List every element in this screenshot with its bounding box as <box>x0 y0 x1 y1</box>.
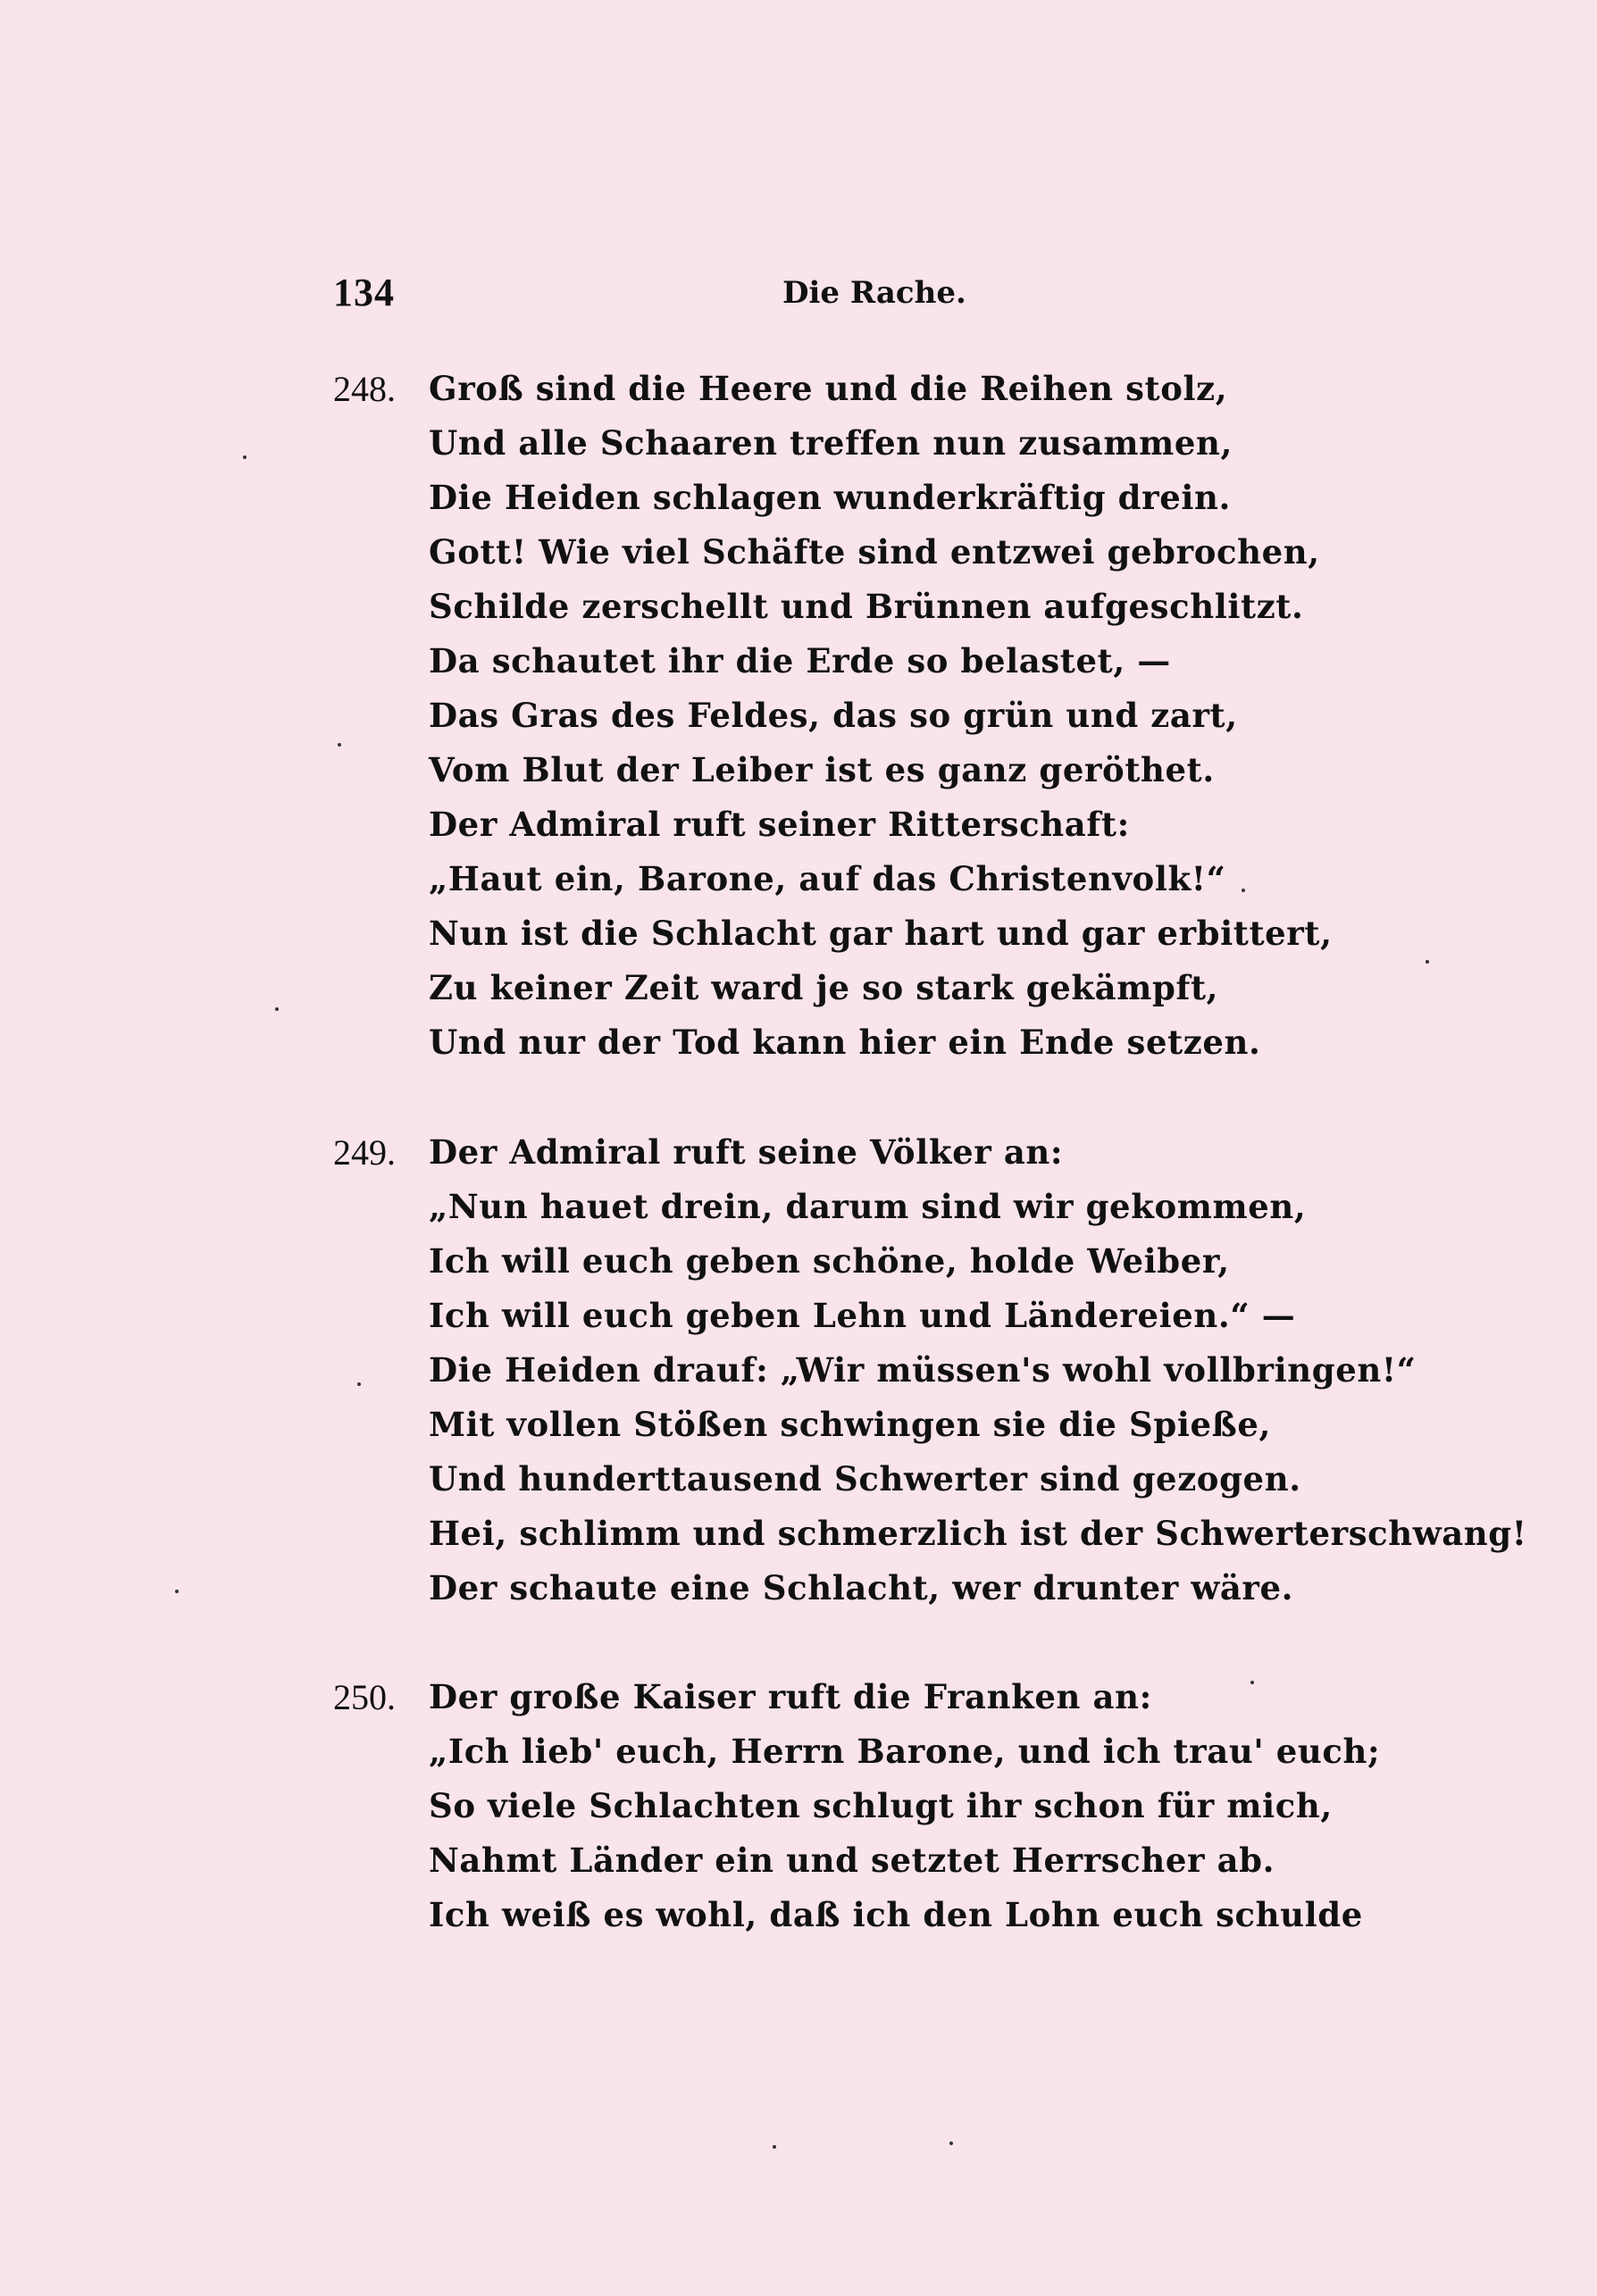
verse-line: Und hunderttausend Schwerter sind gezogen. <box>429 1459 1301 1499</box>
verse-line: Mit vollen Stößen schwingen sie die Spieße, <box>429 1405 1271 1444</box>
verse-line: „Haut ein, Barone, auf das Christenvolk!“ <box>429 859 1226 898</box>
verse-line: „Nun hauet drein, darum sind wir gekommen, <box>429 1187 1307 1226</box>
verse-line: Vom Blut der Leiber ist es ganz geröthet. <box>429 750 1215 789</box>
verse-line: Gott! Wie viel Schäfte sind entzwei gebrochen, <box>429 532 1320 572</box>
running-title: Die Rache. <box>782 275 966 311</box>
stanza-number: 249. <box>333 1132 396 1173</box>
verse-line: Groß sind die Heere und die Reihen stolz, <box>429 369 1228 408</box>
scan-speck <box>1426 960 1429 964</box>
verse-line: Die Heiden schlagen wunderkräftig drein. <box>429 478 1232 517</box>
verse-line: Ich will euch geben Lehn und Ländereien.“ — <box>429 1296 1296 1335</box>
verse-line: Der schaute eine Schlacht, wer drunter wäre. <box>429 1568 1294 1607</box>
verse-line: Der Admiral ruft seine Völker an: <box>429 1132 1064 1172</box>
scan-speck <box>1250 1681 1254 1684</box>
scan-speck <box>773 2145 776 2149</box>
scan-speck <box>949 2142 953 2145</box>
page-number: 134 <box>333 271 395 314</box>
scan-speck <box>275 1007 279 1011</box>
scan-speck <box>338 743 341 747</box>
verse-line: Der große Kaiser ruft die Franken an: <box>429 1677 1152 1716</box>
verse-line: Und alle Schaaren treffen nun zusammen, <box>429 423 1233 463</box>
verse-line: Ich weiß es wohl, daß ich den Lohn euch schulde <box>429 1895 1363 1934</box>
verse-line: Und nur der Tod kann hier ein Ende setzen. <box>429 1023 1261 1062</box>
scan-speck <box>175 1590 179 1593</box>
verse-line: Zu keiner Zeit ward je so stark gekämpft, <box>429 968 1219 1007</box>
verse-line: Hei, schlimm und schmerzlich ist der Schwerterschwang! <box>429 1514 1527 1553</box>
verse-line: Das Gras des Feldes, das so grün und zart, <box>429 696 1238 735</box>
verse-line: „Ich lieb' euch, Herrn Barone, und ich trau' euch; <box>429 1732 1381 1771</box>
verse-line: Nun ist die Schlacht gar hart und gar erbittert, <box>429 914 1333 953</box>
verse-line: So viele Schlachten schlugt ihr schon für mich, <box>429 1786 1333 1825</box>
stanza-number: 250. <box>333 1677 396 1717</box>
stanza-number: 248. <box>333 369 396 409</box>
scan-speck <box>243 455 247 459</box>
verse-line: Die Heiden drauf: „Wir müssen's wohl vollbringen!“ <box>429 1350 1417 1390</box>
scan-speck <box>357 1382 361 1386</box>
verse-line: Da schautet ihr die Erde so belastet, — <box>429 641 1171 680</box>
verse-line: Schilde zerschellt und Brünnen aufgeschlitzt. <box>429 587 1304 626</box>
verse-line: Ich will euch geben schöne, holde Weiber, <box>429 1241 1230 1281</box>
verse-line: Nahmt Länder ein und setztet Herrscher ab. <box>429 1841 1275 1880</box>
scan-speck <box>1242 889 1245 892</box>
verse-line: Der Admiral ruft seiner Ritterschaft: <box>429 805 1130 844</box>
